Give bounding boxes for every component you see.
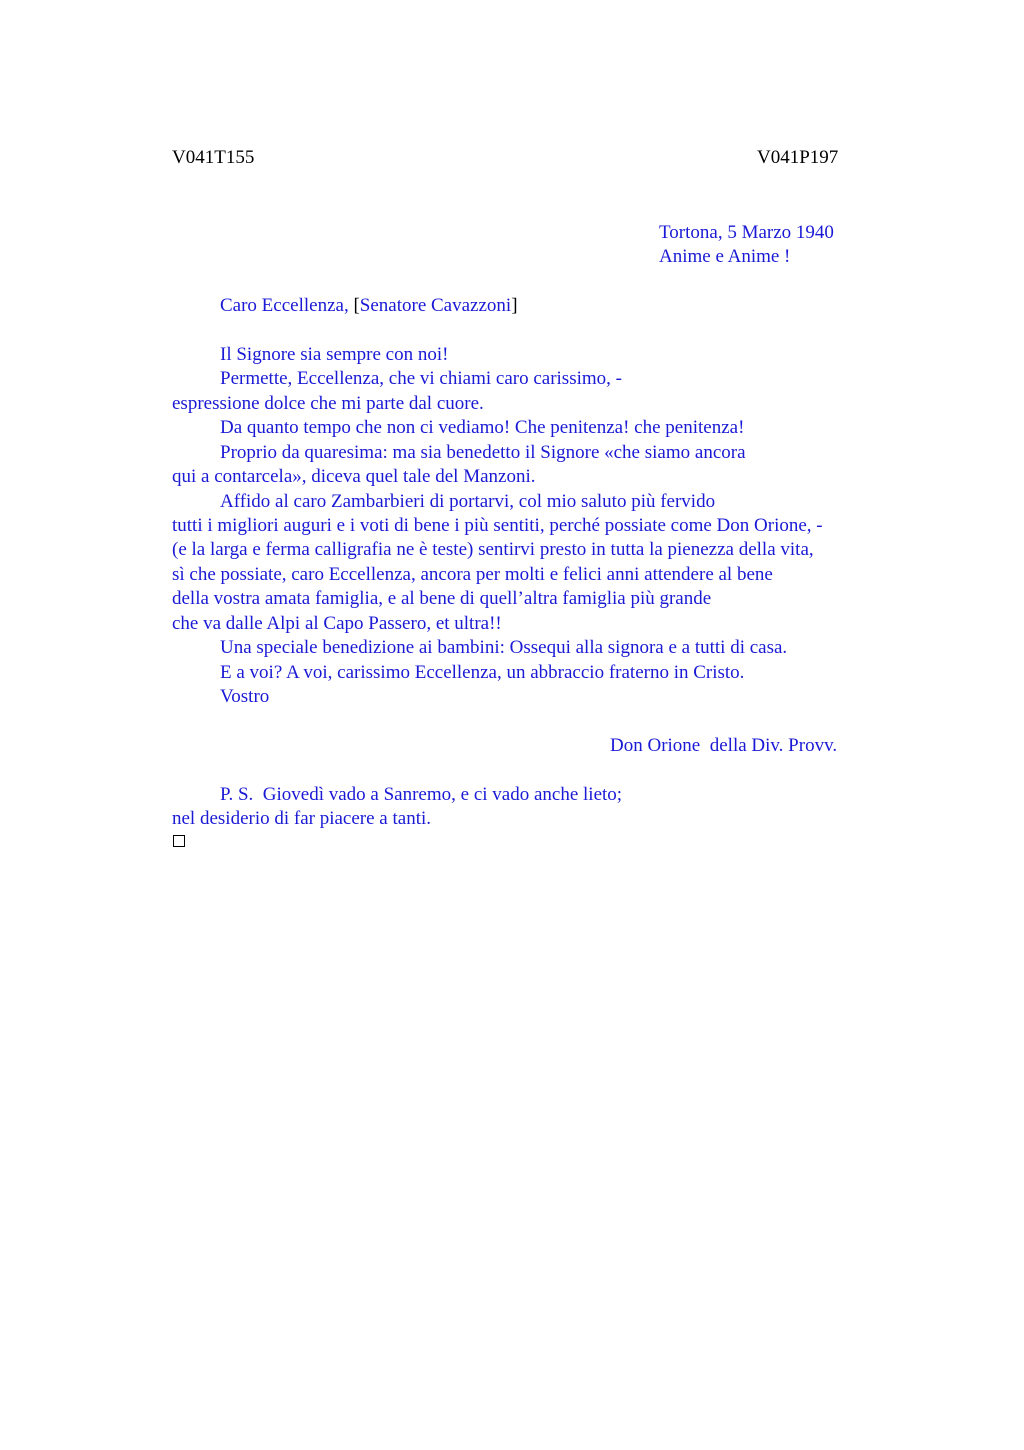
body-line: Vostro bbox=[220, 686, 270, 707]
body-line: Da quanto tempo che non ci vediamo! Che penitenza! che penitenza! bbox=[220, 417, 745, 438]
body-line: Una speciale benedizione ai bambini: Ossequi alla signora e a tutti di casa. bbox=[220, 637, 788, 658]
body-line: Affido al caro Zambarbieri di portarvi, col mio saluto più fervido bbox=[220, 491, 716, 512]
header-right-code: V041P197 bbox=[757, 147, 839, 168]
body-line: Il Signore sia sempre con noi! bbox=[220, 344, 449, 365]
body-line: E a voi? A voi, carissimo Eccellenza, un abbraccio fraterno in Cristo. bbox=[220, 662, 745, 683]
end-box-icon bbox=[173, 835, 185, 847]
salutation-recipient: Senatore Cavazzoni bbox=[359, 295, 512, 316]
body-line: della vostra amata famiglia, e al bene di quell’altra famiglia più grande bbox=[172, 588, 712, 609]
salutation-bracket-open: [ bbox=[353, 295, 360, 316]
salutation-bracket-close: ] bbox=[511, 295, 518, 316]
postscript-line: P. S. Giovedì vado a Sanremo, e ci vado anche lieto; bbox=[220, 784, 623, 805]
body-line: (e la larga e ferma calligrafia ne è teste) sentirvi presto in tutta la pienezza della vita, bbox=[172, 539, 814, 560]
dateline-place-date: Tortona, 5 Marzo 1940 bbox=[659, 222, 834, 243]
salutation bbox=[220, 294, 518, 318]
body-line: espressione dolce che mi parte dal cuore. bbox=[172, 393, 484, 414]
salutation-text: Caro Eccellenza, bbox=[220, 295, 354, 316]
body-line: tutti i migliori auguri e i voti di bene i più sentiti, perché possiate come Don Orione, - bbox=[172, 515, 823, 536]
body-line: che va dalle Alpi al Capo Passero, et ultra!! bbox=[172, 613, 502, 634]
body-line: qui a contarcela», diceva quel tale del Manzoni. bbox=[172, 466, 536, 487]
body-line: Permette, Eccellenza, che vi chiami caro carissimo, - bbox=[220, 368, 622, 389]
postscript-line: nel desiderio di far piacere a tanti. bbox=[172, 808, 432, 829]
body-line: sì che possiate, caro Eccellenza, ancora per molti e felici anni attendere al bene bbox=[172, 564, 773, 585]
body-line: Proprio da quaresima: ma sia benedetto il Signore «che siamo ancora bbox=[220, 442, 746, 463]
signature: Don Orione della Div. Provv. bbox=[610, 735, 838, 756]
dateline-motto: Anime e Anime ! bbox=[659, 246, 791, 267]
header-left-code: V041T155 bbox=[172, 147, 255, 168]
